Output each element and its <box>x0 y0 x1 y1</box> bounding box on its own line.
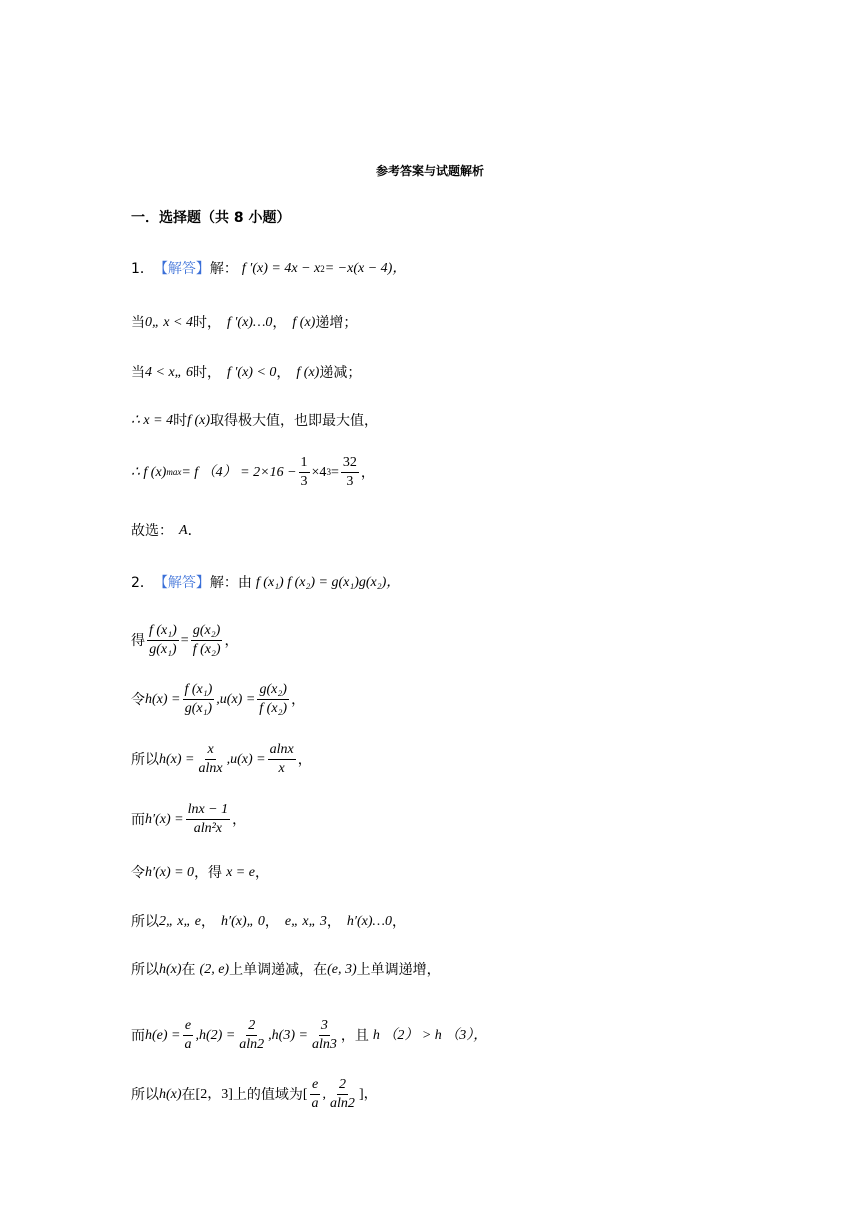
numerator: 2 <box>337 1078 348 1095</box>
math: ∴ f (x) <box>131 464 167 480</box>
math: h(x) = <box>159 751 195 767</box>
q2-line-9 <box>131 1019 487 1052</box>
section-heading: 一．选择题（共 8 小题） <box>131 210 291 226</box>
denominator: f (x₂) <box>192 642 221 657</box>
text: ， <box>391 914 406 930</box>
text: ． <box>187 523 202 539</box>
denominator: a <box>311 1096 319 1111</box>
fraction <box>341 456 359 489</box>
text: 所以 <box>131 751 159 768</box>
text: ， <box>326 914 341 930</box>
text: 所以 <box>131 914 159 930</box>
q2-line-4 <box>131 743 312 776</box>
numerator: 3 <box>319 1019 330 1036</box>
math: = <box>330 464 339 480</box>
math: f (x₁) f (x₂) = g(x₁)g(x₂)， <box>255 575 401 590</box>
math: h(x) <box>159 1086 182 1102</box>
q1-derivative-exp: 2 <box>320 263 325 274</box>
text: 当 <box>131 315 145 331</box>
text: ， <box>297 751 312 768</box>
denominator: x <box>278 761 285 776</box>
text: 取得极大值，也即最大值， <box>210 413 379 429</box>
math-sub: max <box>166 467 182 477</box>
numerator: 32 <box>341 456 359 473</box>
math: f (x) <box>296 365 320 380</box>
text: 所以 <box>131 1086 159 1103</box>
q1-line-4 <box>131 414 378 428</box>
q2-line-8 <box>131 963 441 977</box>
numerator: e <box>183 1019 193 1036</box>
math: ,u(x) = <box>226 751 266 767</box>
denominator: aln²x <box>193 821 222 836</box>
text: 所以 <box>131 962 159 978</box>
math: ×4 <box>311 464 327 480</box>
text: 而 <box>131 1027 145 1044</box>
q2-line-1 <box>131 576 400 590</box>
text: 得 <box>131 632 145 649</box>
text: 时， <box>192 365 221 381</box>
denominator: 3 <box>346 474 354 489</box>
denominator: g(x₁) <box>184 701 213 716</box>
text: 上单调递增， <box>356 962 441 978</box>
text: 在 <box>181 1086 196 1103</box>
denominator: aln3 <box>311 1037 337 1052</box>
numerator: lnx − 1 <box>186 803 231 820</box>
denominator: aln2 <box>239 1037 265 1052</box>
q2-answer-tag: 【解答】 <box>153 575 210 591</box>
text: 令 <box>131 865 145 881</box>
q2-number: 2． <box>131 575 154 591</box>
math: h(x) <box>159 962 182 977</box>
text: ， <box>272 315 287 331</box>
q2-line-10 <box>131 1078 378 1111</box>
q1-jie: 解： <box>209 261 238 277</box>
text: 上单调递减，在 <box>229 962 328 978</box>
math: = f （4） = 2×16 − <box>181 464 297 480</box>
fraction <box>310 1019 339 1052</box>
q2-line-7 <box>131 915 406 929</box>
fraction <box>268 743 296 776</box>
q1-line-3 <box>131 366 361 380</box>
math: = <box>180 632 189 648</box>
q1-number: 1． <box>131 261 154 277</box>
fraction <box>237 1019 266 1052</box>
math: f (x) <box>292 315 316 330</box>
text: 故选： <box>131 523 173 539</box>
denominator: f (x₂) <box>259 701 288 716</box>
text: 而 <box>131 811 145 828</box>
denominator: a <box>184 1037 192 1052</box>
math: [ <box>302 1086 308 1102</box>
numerator: f (x₁) <box>183 683 215 700</box>
text: ， <box>276 365 291 381</box>
math: (2, e) <box>199 962 230 977</box>
text: 当 <box>131 365 145 381</box>
text: ， <box>360 464 375 481</box>
numerator: alnx <box>268 743 296 760</box>
text: 解：由 <box>209 575 252 591</box>
text: ， <box>232 811 247 828</box>
denominator: aln2 <box>330 1096 355 1111</box>
math-sup: 3 <box>326 467 331 477</box>
denominator: 3 <box>300 474 308 489</box>
page-title: 参考答案与试题解析 <box>375 164 484 178</box>
math: h′(x)„ 0 <box>221 914 265 929</box>
math: h(e) = <box>145 1027 181 1043</box>
q2-line-5 <box>131 803 246 836</box>
fraction <box>191 624 223 657</box>
numerator: e <box>310 1078 320 1095</box>
fraction <box>328 1078 357 1111</box>
text: 在 <box>181 962 196 978</box>
numerator: g(x₂) <box>191 624 222 641</box>
denominator: g(x₁) <box>149 642 177 657</box>
math: 2„ x„ e <box>159 914 201 929</box>
numerator: 1 <box>299 456 310 473</box>
q1-line-1 <box>131 262 406 276</box>
math: e„ x„ 3 <box>284 914 327 929</box>
numerator: 2 <box>246 1019 257 1036</box>
q1-derivative: f ′(x) = 4x − x <box>241 261 321 276</box>
text: 时 <box>173 413 188 429</box>
fraction <box>310 1078 321 1111</box>
math: ∴ x = 4 <box>131 413 174 428</box>
fraction <box>147 624 179 657</box>
q1-answer-tag: 【解答】 <box>153 261 210 277</box>
q1-line-6 <box>131 524 202 538</box>
fraction <box>183 1019 194 1052</box>
math: 0„ x < 4 <box>145 315 193 330</box>
text: ， <box>201 914 215 930</box>
text: 令 <box>131 691 145 708</box>
math: 4 < x„ 6 <box>145 365 193 380</box>
math: , <box>322 1086 327 1102</box>
q2-line-2 <box>131 624 239 657</box>
numerator: g(x₂) <box>257 683 288 700</box>
q1-derivative-tail: = −x(x − 4)， <box>324 261 407 276</box>
numerator: f (x₁) <box>147 624 179 641</box>
math: (e, 3) <box>327 962 357 977</box>
text: ，得 <box>194 865 223 881</box>
text: 递减； <box>319 365 362 381</box>
math: ,u(x) = <box>216 691 256 707</box>
text: ， <box>264 914 279 930</box>
math: h(x) = <box>145 691 181 707</box>
fraction <box>197 743 225 776</box>
q2-line-6 <box>131 866 269 880</box>
text: ， <box>254 865 269 881</box>
fraction <box>257 683 289 716</box>
math: ]， <box>358 1086 378 1102</box>
math: f ′(x)…0 <box>226 315 273 330</box>
math: h′(x) = <box>145 811 184 827</box>
fraction <box>299 456 310 489</box>
math: ,h(2) = <box>195 1027 236 1043</box>
math: h′(x) = 0 <box>145 865 195 880</box>
q1-line-2 <box>131 316 357 330</box>
math: [2，3] <box>195 1086 233 1102</box>
fraction <box>186 803 231 836</box>
text: 递增； <box>315 315 358 331</box>
text: 上的值域为 <box>232 1086 303 1103</box>
text: 时， <box>192 315 221 331</box>
q2-line-3 <box>131 683 305 716</box>
math: ,h(3) = <box>268 1027 308 1043</box>
text: ，且 <box>340 1027 369 1044</box>
math: f ′(x) < 0 <box>226 365 277 380</box>
math: f (x) <box>187 413 211 428</box>
denominator: alnx <box>198 761 223 776</box>
text: ， <box>224 632 239 649</box>
text: ， <box>291 691 306 708</box>
math: h′(x)…0 <box>346 914 392 929</box>
fraction <box>183 683 215 716</box>
math: A <box>179 523 188 538</box>
q1-line-5 <box>131 456 375 489</box>
math: x = e <box>226 865 255 880</box>
math: h （2） > h （3）， <box>372 1027 488 1043</box>
numerator: x <box>205 743 215 760</box>
